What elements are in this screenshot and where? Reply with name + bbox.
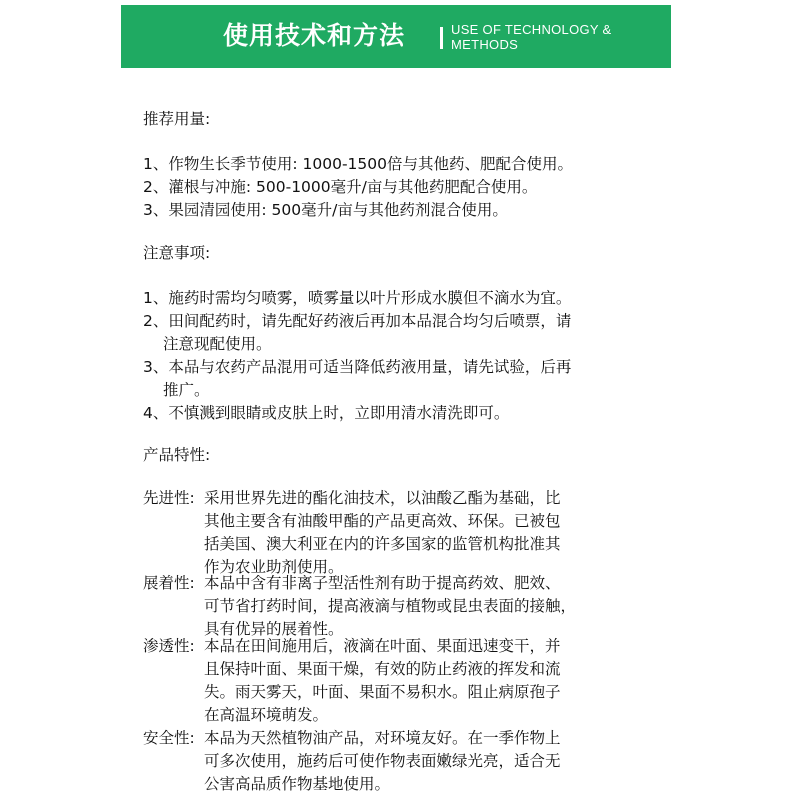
feature-label: 安全性: (143, 729, 195, 747)
feature-line: 且保持叶面、果面干燥，有效的防止药液的挥发和流 (204, 660, 561, 678)
feature-label: 展着性: (143, 574, 195, 592)
feature-line: 作为农业助剂使用。 (204, 558, 344, 576)
notes-item: 3、本品与农药产品混用可适当降低药液用量，请先试验，后再 (143, 358, 572, 376)
banner-title: 使用技术和方法 (223, 21, 406, 50)
feature-line: 本品为天然植物油产品，对环境友好。在一季作物上 (204, 729, 561, 747)
feature-line: 在高温环境萌发。 (204, 706, 329, 724)
banner-subtitle (451, 22, 651, 52)
feature-line: 本品在田间施用后，液滴在叶面、果面迅速变干，并 (204, 637, 561, 655)
header-banner (121, 5, 671, 68)
feature-line: 失。雨天雾天，叶面、果面不易积水。阻止病原孢子 (204, 683, 561, 701)
notes-heading: 注意事项: (143, 244, 211, 262)
banner-subtitle-line2: METHODS (451, 37, 519, 52)
feature-line: 具有优异的展着性。 (204, 620, 344, 638)
notes-item-continuation: 推广。 (163, 381, 210, 399)
dosage-item: 3、果园清园使用: 500毫升/亩与其他药剂混合使用。 (143, 201, 508, 219)
feature-line: 公害高品质作物基地使用。 (204, 775, 391, 793)
feature-line: 可节省打药时间，提高液滴与植物或昆虫表面的接触， (204, 597, 577, 615)
notes-item: 2、田间配药时，请先配好药液后再加本品混合均匀后喷票，请 (143, 312, 572, 330)
feature-label: 先进性: (143, 489, 195, 507)
dosage-heading: 推荐用量: (143, 110, 211, 128)
notes-item: 4、不慎溅到眼睛或皮肤上时，立即用清水清洗即可。 (143, 404, 510, 422)
dosage-item: 2、灌根与冲施: 500-1000毫升/亩与其他药肥配合使用。 (143, 178, 538, 196)
feature-line: 可多次使用，施药后可使作物表面嫩绿光亮，适合无 (204, 752, 561, 770)
feature-line: 括美国、澳大利亚在内的许多国家的监管机构批准其 (204, 535, 561, 553)
feature-line: 采用世界先进的酯化油技术，以油酸乙酯为基础，比 (204, 489, 561, 507)
banner-separator (440, 27, 443, 49)
features-heading: 产品特性: (143, 446, 211, 464)
banner-subtitle-line1: USE OF TECHNOLOGY & (451, 22, 612, 37)
notes-item-continuation: 注意现配使用。 (163, 335, 272, 353)
dosage-item: 1、作物生长季节使用: 1000-1500倍与其他药、肥配合使用。 (143, 155, 573, 173)
feature-line: 其他主要含有油酸甲酯的产品更高效、环保。已被包 (204, 512, 561, 530)
notes-item: 1、施药时需均匀喷雾，喷雾量以叶片形成水膜但不滴水为宜。 (143, 289, 572, 307)
feature-line: 本品中含有非离子型活性剂有助于提高药效、肥效、 (204, 574, 561, 592)
feature-label: 渗透性: (143, 637, 195, 655)
